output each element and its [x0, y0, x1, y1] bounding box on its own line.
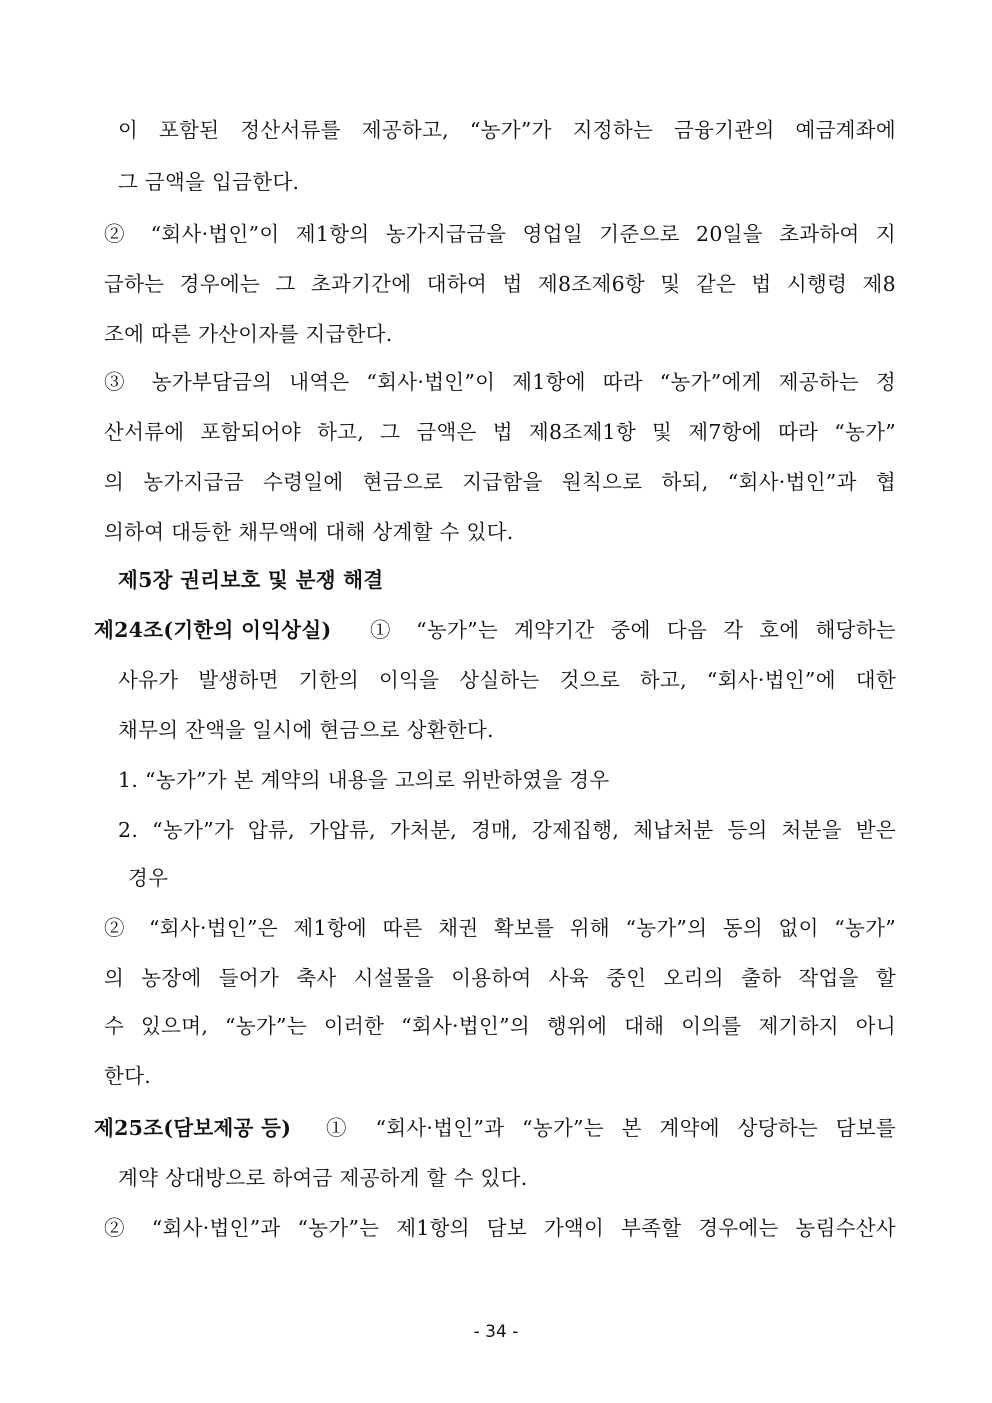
text-line: 계약 상대방으로 하여금 제공하게 할 수 있다. [118, 1166, 528, 1190]
text-line: ① “농가”는 계약기간 중에 다음 각 호에 해당하는 [370, 618, 896, 642]
text-line: ③ 농가부담금의 내역은 “회사·법인”이 제1항에 따라 “농가”에게 제공하는 정 [104, 370, 896, 394]
text-line: ② “회사·법인”은 제1항에 따른 채권 확보를 위해 “농가”의 동의 없이 “농가” [104, 916, 896, 940]
chapter-heading: 제5장 권리보호 및 분쟁 해결 [118, 568, 384, 592]
text-line: 의하여 대등한 채무액에 대해 상계할 수 있다. [104, 520, 514, 544]
text-line: ② “회사·법인”과 “농가”는 제1항의 담보 가액이 부족할 경우에는 농림수산사 [104, 1216, 896, 1240]
text-line: 수 있으며, “농가”는 이러한 “회사·법인”의 행위에 대해 이의를 제기하지 아니 [104, 1014, 896, 1038]
text-line: 급하는 경우에는 그 초과기간에 대하여 법 제8조제6항 및 같은 법 시행령 제8 [104, 272, 896, 296]
article-title: 제24조(기한의 이익상실) [94, 618, 332, 642]
list-item: 2. “농가”가 압류, 가압류, 가처분, 경매, 강제집행, 체납처분 등의 처분을 받은 [118, 818, 896, 842]
text-line: 그 금액을 입금한다. [118, 170, 300, 194]
text-line: ② “회사·법인”이 제1항의 농가지급금을 영업일 기준으로 20일을 초과하여 지 [104, 222, 896, 246]
article-title: 제25조(담보제공 등) [94, 1116, 292, 1140]
text-line: 조에 따른 가산이자를 지급한다. [104, 322, 393, 346]
text-line: 채무의 잔액을 일시에 현금으로 상환한다. [118, 718, 494, 742]
text-line: 산서류에 포함되어야 하고, 그 금액은 법 제8조제1항 및 제7항에 따라 “농가” [104, 420, 896, 444]
text-line: 이 포함된 정산서류를 제공하고, “농가”가 지정하는 금융기관의 예금계좌에 [118, 118, 896, 142]
text-line: 한다. [104, 1064, 152, 1088]
text-line: 경우 [128, 866, 169, 890]
text-line: 의 농장에 들어가 축사 시설물을 이용하여 사육 중인 오리의 출하 작업을 할 [104, 966, 896, 990]
text-line: 사유가 발생하면 기한의 이익을 상실하는 것으로 하고, “회사·법인”에 대한 [118, 668, 896, 692]
text-line: 의 농가지급금 수령일에 현금으로 지급함을 원칙으로 하되, “회사·법인”과 협 [104, 470, 896, 494]
page-number: - 34 - [473, 1322, 519, 1342]
list-item: 1. “농가”가 본 계약의 내용을 고의로 위반하였을 경우 [118, 768, 610, 792]
text-line: ① “회사·법인”과 “농가”는 본 계약에 상당하는 담보를 [326, 1116, 896, 1140]
